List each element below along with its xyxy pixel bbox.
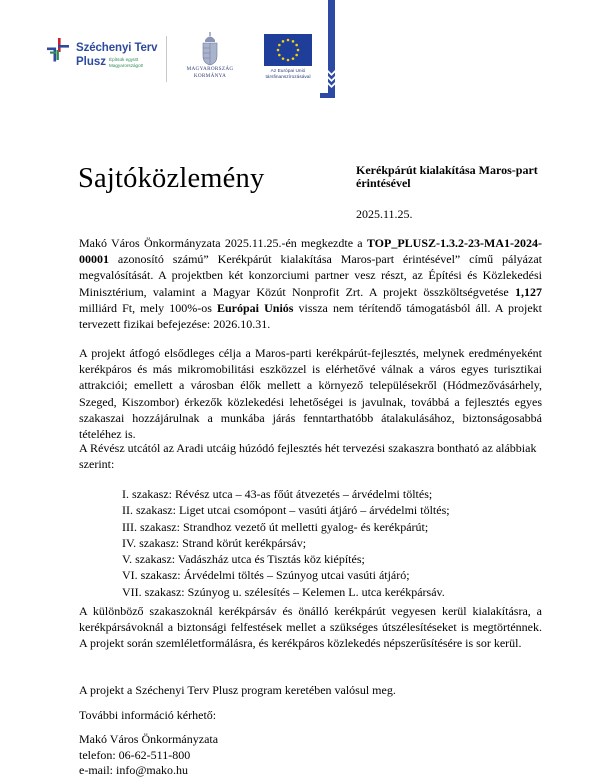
eu-flag-icon [264,34,312,66]
intro-text-1: Makó Város Önkormányzata 2025.11.25.-én megkezdte a [79,236,367,250]
document-title: Sajtóközlemény [78,163,265,194]
eu-logo-line-1: Az Európai Unió [270,69,306,74]
hungarian-government-logo [180,32,240,90]
government-logo-line-1: MAGYARORSZÁG [186,66,234,72]
total-cost: 1,127 [515,284,542,299]
document-subject: Kerékpárút kialakítása Maros-part érintésével [356,163,538,190]
contact-email[interactable]: e-mail: info@mako.hu [79,763,189,777]
project-id: TOP_PLUSZ-1.3.2-23-MA1-2024-00001 [79,236,542,267]
section-item: III. szakasz: Strandhoz vezető út melletti gyalog- és kerékpárút; [122,519,429,534]
szechenyi-logo-title: Széchenyi Terv [76,42,158,54]
intro-text-4: vissza nem térítendő támogatásból áll. A projekt tervezett fizikai befejezése: 2026.10.31. [79,300,543,332]
paragraph-program: A projekt a Széchenyi Terv Plusz program keretében valósul meg. [79,683,396,697]
eu-star-icon [292,40,295,43]
logo-header [0,0,615,100]
eu-star-icon [297,49,300,52]
paragraph-project-goal: A projekt átfogó elsődleges célja a Maros-parti kerékpárút-fejlesztés, melynek eredményeként kerékpáros és más mikromobilitási eszközzel is elérhetővé válnak a város egyes turisztikai attrakciói; emellett a városban élők mellett a környező településekről (Hódmezővásárhely, Szeged, Kiszombor) érkezők közlekedési lehetőségei is javulnak, továbbá a fejlesztés egyes szakaszai hozzájárulnak a munkába járás fenntarthatóbb átalakulásához, biztonságosabbá tételéhez is. [79,346,542,442]
eu-star-icon [295,54,298,57]
contact-organization: Makó Város Önkormányzata [79,732,219,746]
szechenyi-terv-plusz-logo [46,36,166,76]
eu-star-icon [282,40,285,43]
eu-star-icon [278,44,281,47]
eu-cofinancing-logo [257,34,319,86]
government-logo-line-2: KORMÁNYA [193,72,227,79]
logo-divider [166,36,167,82]
tagline-line-2: Magyarországot! [109,63,144,68]
szechenyi-logo-tagline [109,57,143,69]
contact-phone: telefon: 06-62-511-800 [79,747,191,762]
eu-logo-text [257,69,319,81]
intro-text-3: milliárd Ft, mely 100%-os [79,300,217,315]
section-item: IV. szakasz: Strand körút kerékpársáv; [122,535,307,550]
eu-star-icon [277,49,280,52]
szechenyi-logo-subtitle: Plusz [76,56,107,68]
tagline-line-1: Építsük együtt [109,57,139,62]
section-list [122,486,450,600]
szechenyi-cross-icon [46,38,70,62]
document-date: 2025.11.25. [356,207,413,221]
intro-text-2: azonosító számú” Kerékpárút kialakítása Maros-part érintésével” című pályázat megvalósítását. A projektben két konzorciumi partner vesz részt, az Építési és Közlekedési Minisztérium, valamint a Magyar Közút Nonprofit Zrt. A projekt összköltségvetése [79,252,542,299]
contact-block [79,732,218,779]
hungarian-coat-of-arms-icon [200,32,220,66]
section-item: VII. szakasz: Szúnyog u. szélesítés – Kelemen L. utca kerékpársáv. [122,584,445,599]
section-item: V. szakasz: Vadászház utca és Tisztás köz kiépítés; [122,552,365,567]
paragraph-more-info: További információ kérhető: [79,708,217,722]
funder: Európai Uniós [217,300,294,315]
eu-star-icon [295,44,298,47]
eu-star-icon [278,54,281,57]
paragraph-implementation: A különböző szakaszoknál kerékpársáv és önálló kerékpárút vegyesen kerül kialakításra, a kerékpársávoknál a biztonsági felfestések mellet a szükséges útszélesítéseket is megtörténnek. A projekt során szemléletformálásra, és kerékpáros közlekedés népszerűsítésére is sor kerül. [79,604,542,651]
eu-star-icon [282,57,285,60]
section-item: I. szakasz: Révész utca – 43-as főút átvezetés – árvédelmi töltés; [122,487,433,501]
paragraph-project-intro [79,235,542,332]
section-item: VI. szakasz: Árvédelmi töltés – Szúnyog utcai vasúti átjáró; [122,568,410,583]
decorative-blue-band [320,0,350,105]
eu-star-icon [287,39,290,42]
eu-star-icon [292,57,295,60]
section-item: II. szakasz: Liget utcai csomópont – vasúti átjáró – árvédelmi töltés; [122,503,450,518]
eu-star-icon [287,59,290,62]
government-logo-text [180,66,240,79]
paragraph-sections-intro: A Révész utcától az Aradi utcáig húzódó fejlesztés hét tervezési szakaszra bontható az alábbiak szerint: [79,441,537,472]
eu-logo-line-2: társfinanszírozásával [265,75,311,80]
